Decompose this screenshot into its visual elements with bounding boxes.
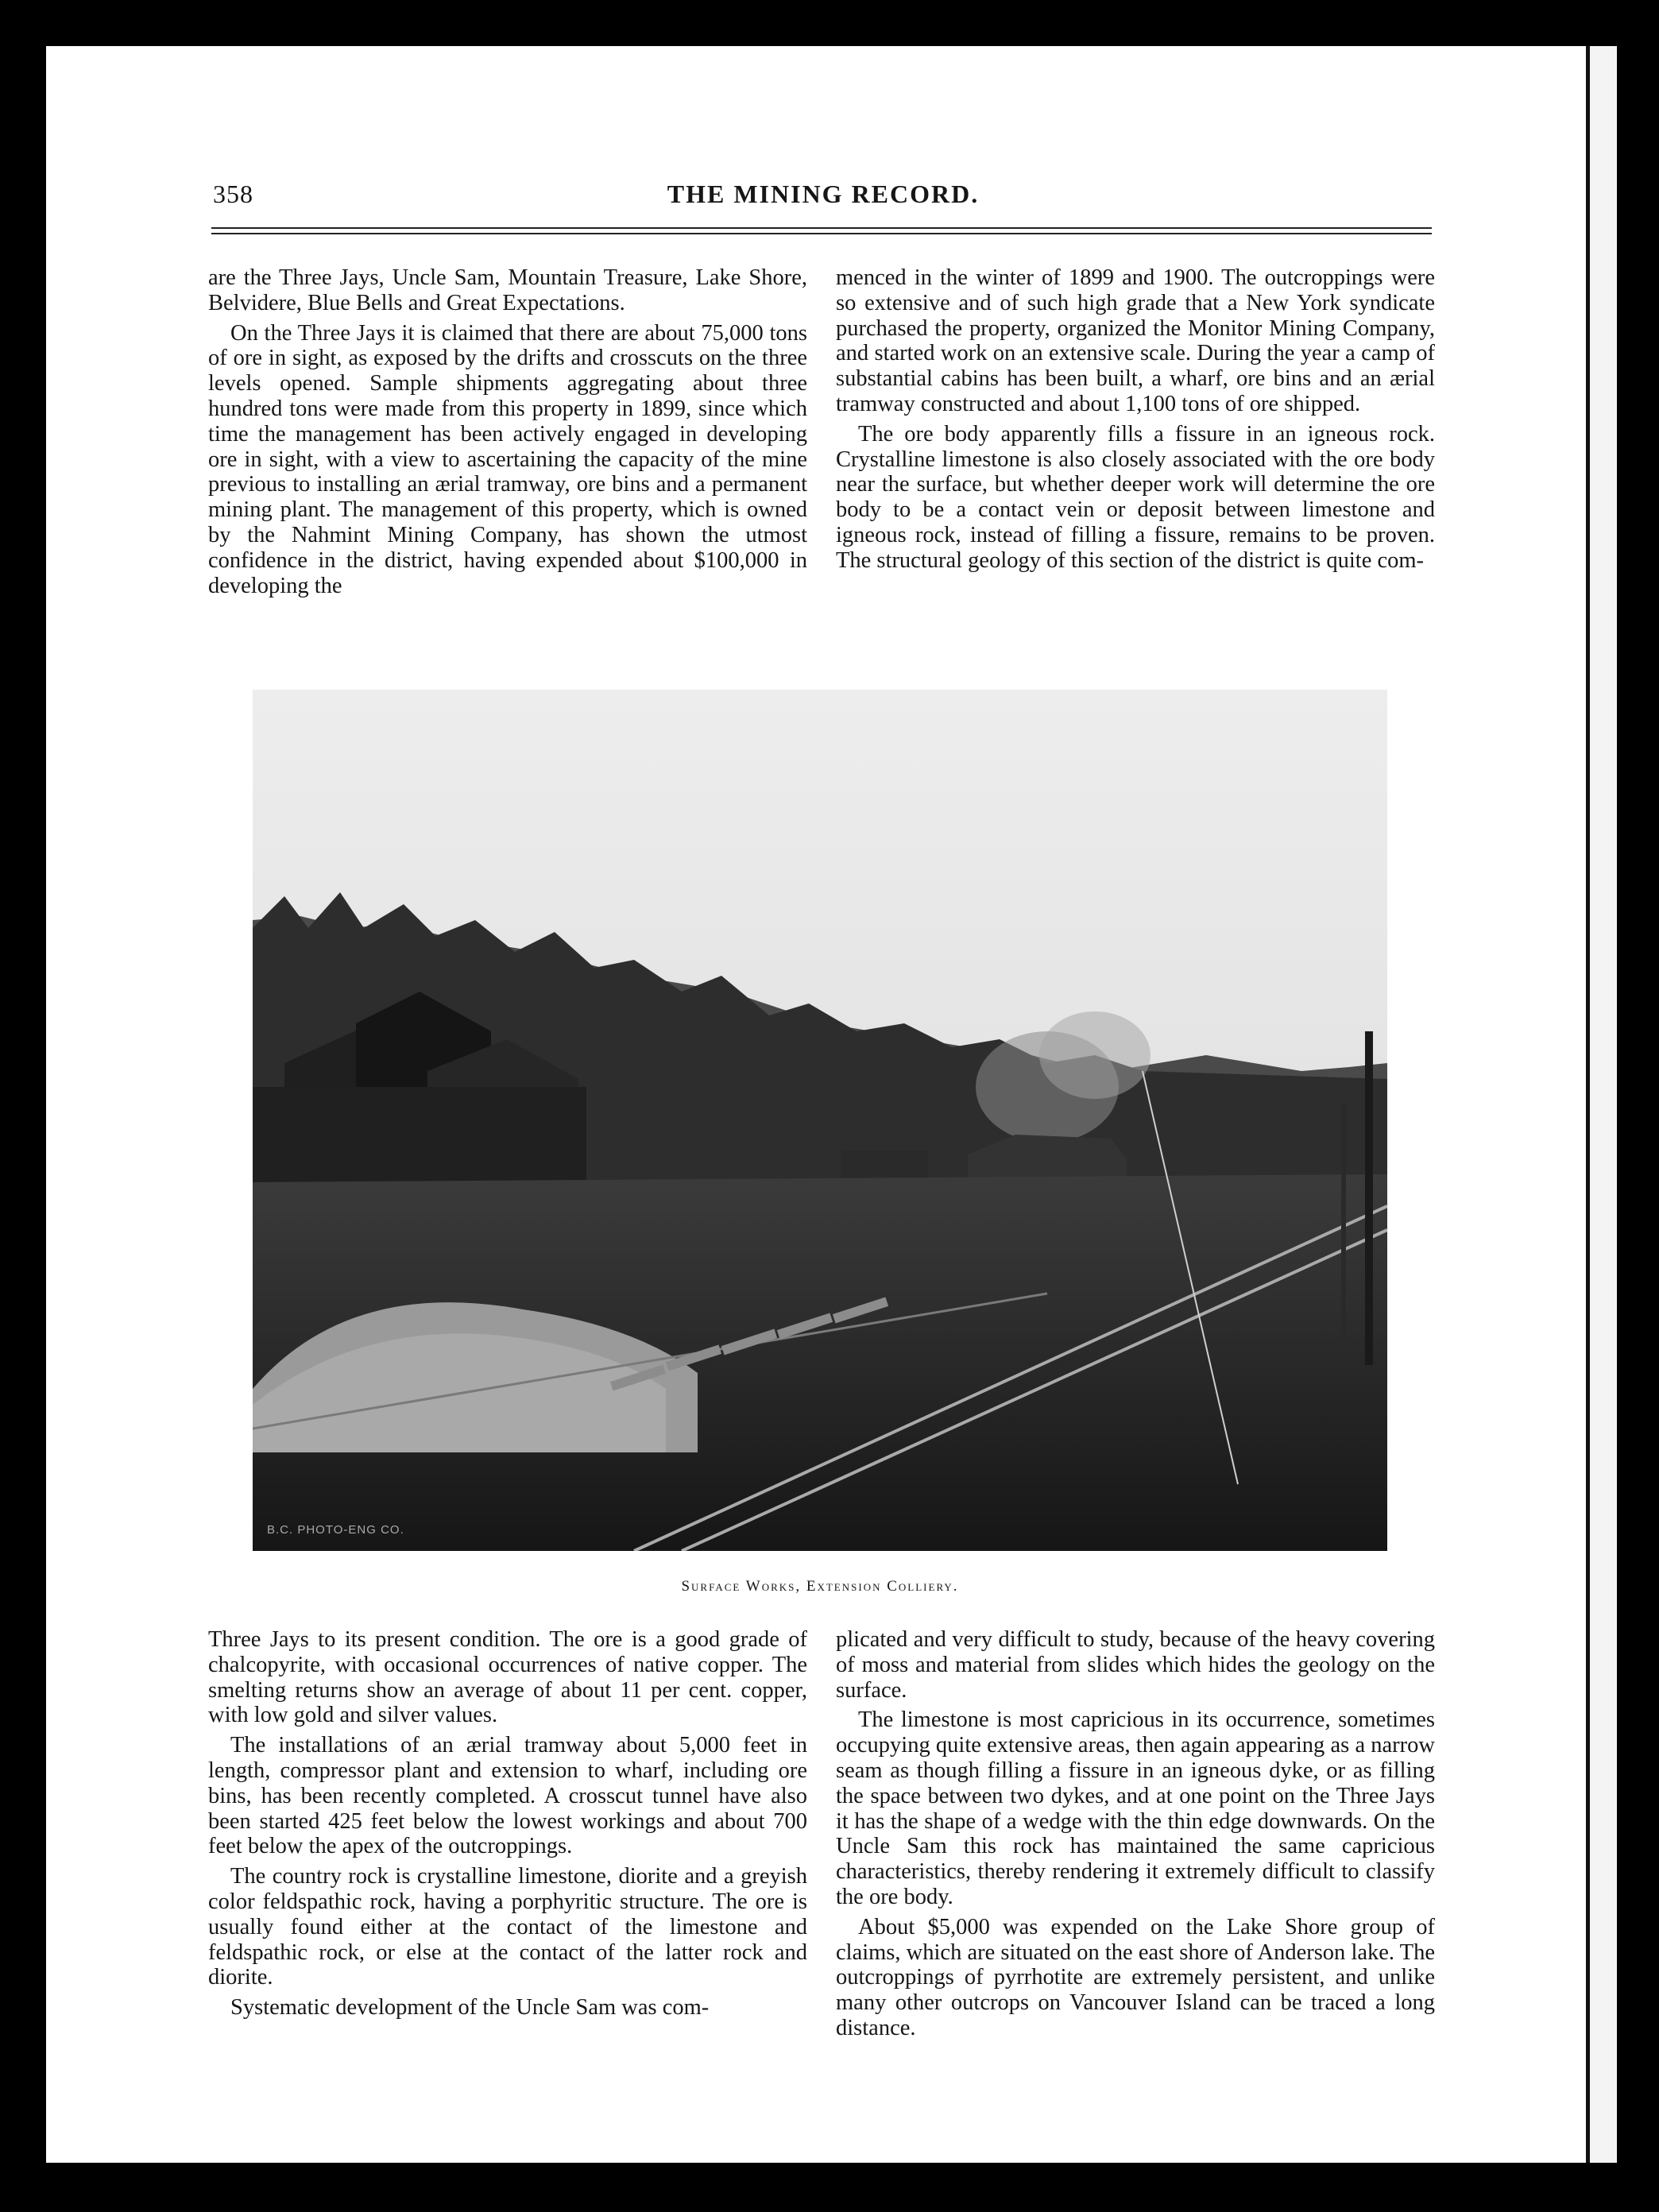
paragraph: The installations of an ærial tramway about 5,000 feet in length, compressor plant and extension to wharf, including ore bins, has been recently completed. A crosscut tunnel have also been started 425 feet below the lowest workings and about 700 feet below the apex of the outcroppings. [208, 1733, 807, 1859]
column-upper-right [836, 265, 1435, 574]
paragraph: The country rock is crystalline limestone, diorite and a greyish color feldspathic rock, having a porphyritic structure. The ore is usually found either at the contact of the limestone and feldspathic rock, or else at the contact of the latter rock and diorite. [208, 1864, 807, 1990]
column-upper-left [208, 265, 807, 598]
column-lower-left [208, 1627, 807, 2021]
paragraph: About $5,000 was expended on the Lake Shore group of claims, which are situated on the east shore of Anderson lake. The outcroppings of pyrrhotite are extremely persistent, and unlike many other outcrops on Vancouver Island can be traced a long distance. [836, 1914, 1435, 2040]
paragraph: Three Jays to its present condition. The ore is a good grade of chalcopyrite, with occasional occurrences of native copper. The smelting returns show an average of about 11 per cent. copper, with low gold and silver values. [208, 1627, 807, 1728]
paragraph: The ore body apparently fills a fissure in an igneous rock. Crystalline limestone is also closely associated with the ore body near the surface, but whether deeper work will determine the ore body to be a contact vein or deposit between limestone and igneous rock, instead of filling a fissure, remains to be proven. The structural geology of this section of the district is quite com- [836, 421, 1435, 573]
header-rule-top [211, 227, 1432, 229]
column-lower-right [836, 1627, 1435, 2041]
photograph-surface-works [253, 690, 1387, 1551]
running-head [213, 180, 1433, 219]
paragraph: The limestone is most capricious in its occurrence, sometimes occupying quite extensive areas, then again appearing as a narrow seam as though filling a fissure in an igneous dyke, or as filling the space between two dykes, and at one point on the Three Jays it has the shape of a wedge with the thin edge downwards. On the Uncle Sam this rock has maintained the same capricious characteristics, thereby rendering it extremely difficult to classify the ore body. [836, 1707, 1435, 1909]
page-number: 358 [213, 180, 253, 208]
scan-border-bottom [0, 2163, 1659, 2212]
adjacent-page-edge [1586, 46, 1617, 2163]
paragraph: are the Three Jays, Uncle Sam, Mountain Treasure, Lake Shore, Belvidere, Blue Bells and Great Expectations. [208, 265, 807, 315]
scan-border-top [0, 0, 1659, 46]
paragraph: menced in the winter of 1899 and 1900. The outcroppings were so extensive and of such high grade that a New York syndicate purchased the property, organized the Monitor Mining Company, and started work on an extensive scale. During the year a camp of substantial cabins has been built, a wharf, ore bins and an ærial tramway constructed and about 1,100 tons of ore shipped. [836, 265, 1435, 416]
figure-caption: Surface Works, Extension Colliery. [681, 1578, 959, 1595]
scan-border-left [0, 0, 46, 2212]
photograph-image [253, 690, 1387, 1551]
header-rule-bottom [211, 233, 1432, 234]
journal-title: THE MINING RECORD. [667, 180, 980, 208]
paragraph: plicated and very difficult to study, because of the heavy covering of moss and material from slides which hides the geology on the surface. [836, 1627, 1435, 1703]
photo-engraver-credit: B.C. PHOTO-ENG CO. [267, 1523, 404, 1537]
paragraph: Systematic development of the Uncle Sam was com- [230, 1995, 710, 2021]
scan-border-right [1613, 0, 1659, 2212]
paragraph: On the Three Jays it is claimed that there are about 75,000 tons of ore in sight, as exposed by the drifts and crosscuts on the three levels opened. Sample shipments aggregating about three hundred tons were made from this property in 1899, since which time the management has been actively engaged in developing ore in sight, with a view to ascertaining the capacity of the mine previous to installing an ærial tramway, ore bins and a permanent mining plant. The management of this property, which is owned by the Nahmint Mining Company, has shown the utmost confidence in the district, having expended about $100,000 in developing the [208, 320, 807, 598]
